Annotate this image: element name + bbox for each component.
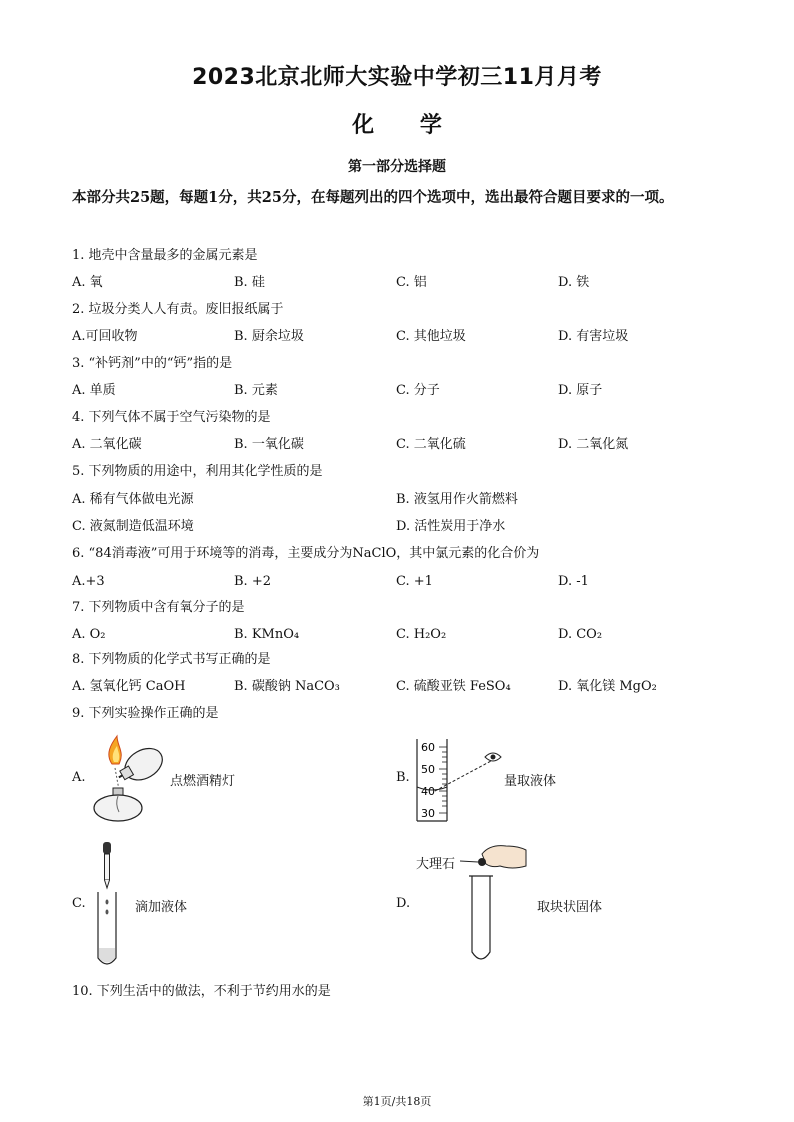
option-d: D. 有害垃圾 <box>558 329 629 344</box>
option-c: C. 铝 <box>396 275 427 290</box>
option-b: B. 液氢用作火箭燃料 <box>396 492 518 507</box>
question-stem: 8. 下列物质的化学式书写正确的是 <box>72 652 271 667</box>
tick-label: 50 <box>421 763 435 776</box>
option-c: C. 硫酸亚铁 FeSO₄ <box>396 679 511 694</box>
option-d: D. 铁 <box>558 275 590 290</box>
option-b: B. 一氧化碳 <box>234 437 304 452</box>
question-stem: 6. “84消毒液”可用于环境等的消毒，主要成分为NaClO，其中氯元素的化合价为 <box>72 546 540 561</box>
question-stem: 4. 下列气体不属于空气污染物的是 <box>72 410 271 425</box>
option-a: A. 二氧化碳 <box>72 437 142 452</box>
option-c: C. H₂O₂ <box>396 627 447 642</box>
page-number: 第1页/共18页 <box>362 1095 432 1108</box>
question-stem: 10. 下列生活中的做法，不利于节约用水的是 <box>72 984 331 999</box>
question-stem: 1. 地壳中含量最多的金属元素是 <box>72 248 258 263</box>
q9-option-b-caption: 量取液体 <box>504 774 557 789</box>
subject-title: 化 学 <box>352 113 442 138</box>
option-c: C. 其他垃圾 <box>396 329 466 344</box>
option-d: D. -1 <box>558 574 589 589</box>
option-b: B. 硅 <box>234 275 265 290</box>
q9-option-c-caption: 滴加液体 <box>135 900 188 915</box>
tick-label: 30 <box>421 807 435 820</box>
option-a: A.+3 <box>72 574 105 589</box>
tick-label: 60 <box>421 741 435 754</box>
option-b: B. 厨余垃圾 <box>234 329 304 344</box>
instructions: 本部分共25题，每题1分，共25分，在每题列出的四个选项中，选出最符合题目要求的一项。 <box>72 189 674 206</box>
question-stem: 3. “补钙剂”中的“钙”指的是 <box>72 356 233 371</box>
question-stem: 7. 下列物质中含有氧分子的是 <box>72 600 245 615</box>
option-c: C. 分子 <box>396 383 440 398</box>
option-c: C. 液氮制造低温环境 <box>72 519 194 534</box>
marble-label: 大理石 <box>416 857 456 872</box>
option-d: D. 二氧化氮 <box>558 437 629 452</box>
alcohol-lamp-figure <box>85 734 175 824</box>
option-a: A. 氢氧化钙 CaOH <box>72 679 186 694</box>
question-stem: 9. 下列实验操作正确的是 <box>72 706 219 721</box>
option-c: C. 二氧化硫 <box>396 437 466 452</box>
q9-option-b-letter: B. <box>396 770 410 785</box>
tick-label: 40 <box>421 785 435 798</box>
part-title: 第一部分选择题 <box>348 159 446 175</box>
exam-title: 2023北京北师大实验中学初三11月月考 <box>192 65 602 90</box>
option-a: A. 单质 <box>72 383 116 398</box>
option-d: D. 氧化镁 MgO₂ <box>558 679 657 694</box>
option-d: D. CO₂ <box>558 627 603 642</box>
option-b: B. 碳酸钠 NaCO₃ <box>234 679 340 694</box>
option-a: A. 氧 <box>72 275 103 290</box>
q9-option-c-letter: C. <box>72 896 86 911</box>
question-stem: 2. 垃圾分类人人有责。废旧报纸属于 <box>72 302 284 317</box>
question-stem: 5. 下列物质的用途中，利用其化学性质的是 <box>72 464 323 479</box>
option-a: A. O₂ <box>72 627 106 642</box>
q9-option-d-caption: 取块状固体 <box>537 900 603 915</box>
q9-option-d-letter: D. <box>396 896 411 911</box>
option-b: B. KMnO₄ <box>234 627 300 642</box>
dropper-test-tube-figure <box>92 840 122 970</box>
option-b: B. 元素 <box>234 383 278 398</box>
option-c: C. +1 <box>396 574 433 589</box>
option-d: D. 活性炭用于净水 <box>396 519 506 534</box>
option-d: D. 原子 <box>558 383 603 398</box>
test-tube-marble-figure <box>460 840 540 970</box>
option-a: A. 稀有气体做电光源 <box>72 492 194 507</box>
measuring-cylinder-figure <box>413 737 503 823</box>
option-a: A.可回收物 <box>72 329 138 344</box>
q9-option-a-letter: A. <box>72 770 86 785</box>
q9-option-a-caption: 点燃酒精灯 <box>170 774 236 789</box>
option-b: B. +2 <box>234 574 271 589</box>
